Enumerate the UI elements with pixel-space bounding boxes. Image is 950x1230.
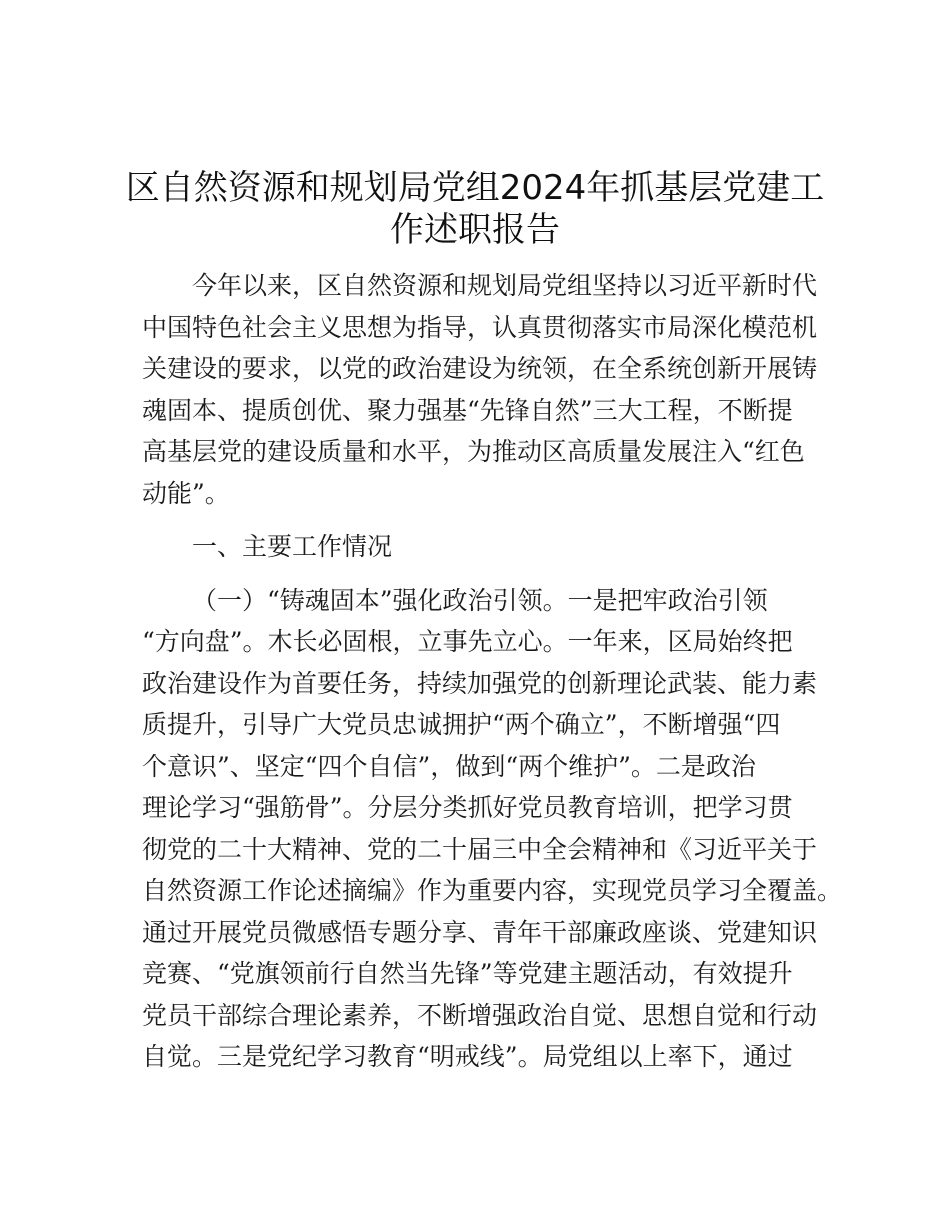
paragraph-gap xyxy=(142,514,814,526)
intro-paragraph xyxy=(142,265,818,514)
title-line-1: 区自然资源和规划局党组2024年抓基层党建工 xyxy=(125,168,825,208)
text-line: 自然资源工作论述摘编》作为重要内容，实现党员学习全覆盖。 xyxy=(142,876,843,905)
text-line: 党员干部综合理论素养，不断增强政治自觉、思想自觉和行动 xyxy=(142,1000,818,1030)
text-line: 今年以来，区自然资源和规划局党组坚持以习近平新时代 xyxy=(192,271,818,300)
text-line: 关建设的要求，以党的政治建设为统领，在全系统创新开展铸 xyxy=(142,354,818,383)
text-line: 彻党的二十大精神、党的二十届三中全会精神和《习近平关于 xyxy=(142,834,818,864)
text-line: 中国特色社会主义思想为指导，认真贯彻落实市局深化模范机 xyxy=(142,312,818,342)
title-line-2: 作述职报告 xyxy=(390,209,560,250)
text-line: 政治建设作为首要任务，持续加强党的创新理论武装、能力素 xyxy=(142,668,818,698)
text-line: 质提升，引导广大党员忠诚拥护“两个确立”，不断增强“四 xyxy=(142,710,781,739)
text-line: 自觉。三是党纪学习教育“明戒线”。局党组以上率下，通过 xyxy=(142,1042,793,1071)
report-body xyxy=(142,265,843,1078)
text-line: “方向盘”。木长必固根，立事先立心。一年来，区局始终把 xyxy=(142,627,793,656)
text-line: 竞赛、“党旗领前行自然当先锋”等党建主题活动，有效提升 xyxy=(142,959,793,988)
section1-paragraph xyxy=(142,580,843,1078)
text-line: 理论学习“强筋骨”。分层分类抓好党员教育培训，把学习贯 xyxy=(142,793,793,822)
text-line: 动能”。 xyxy=(142,478,230,508)
report-title xyxy=(120,166,830,249)
section-heading: 一、主要工作情况 xyxy=(192,532,393,561)
text-line: 魂固本、提质创优、聚力强基“先锋自然”三大工程，不断提 xyxy=(142,395,793,425)
text-line: 个意识”、坚定“四个自信”，做到“两个维护”。二是政治 xyxy=(142,751,756,781)
text-line: 高基层党的建设质量和水平，为推动区高质量发展注入“红色 xyxy=(142,437,805,466)
text-line: 通过开展党员微感悟专题分享、青年干部廉政座谈、党建知识 xyxy=(142,917,818,947)
paragraph-gap xyxy=(142,568,814,580)
text-line: （一）“铸魂固本”强化政治引领。一是把牢政治引领 xyxy=(192,585,768,615)
